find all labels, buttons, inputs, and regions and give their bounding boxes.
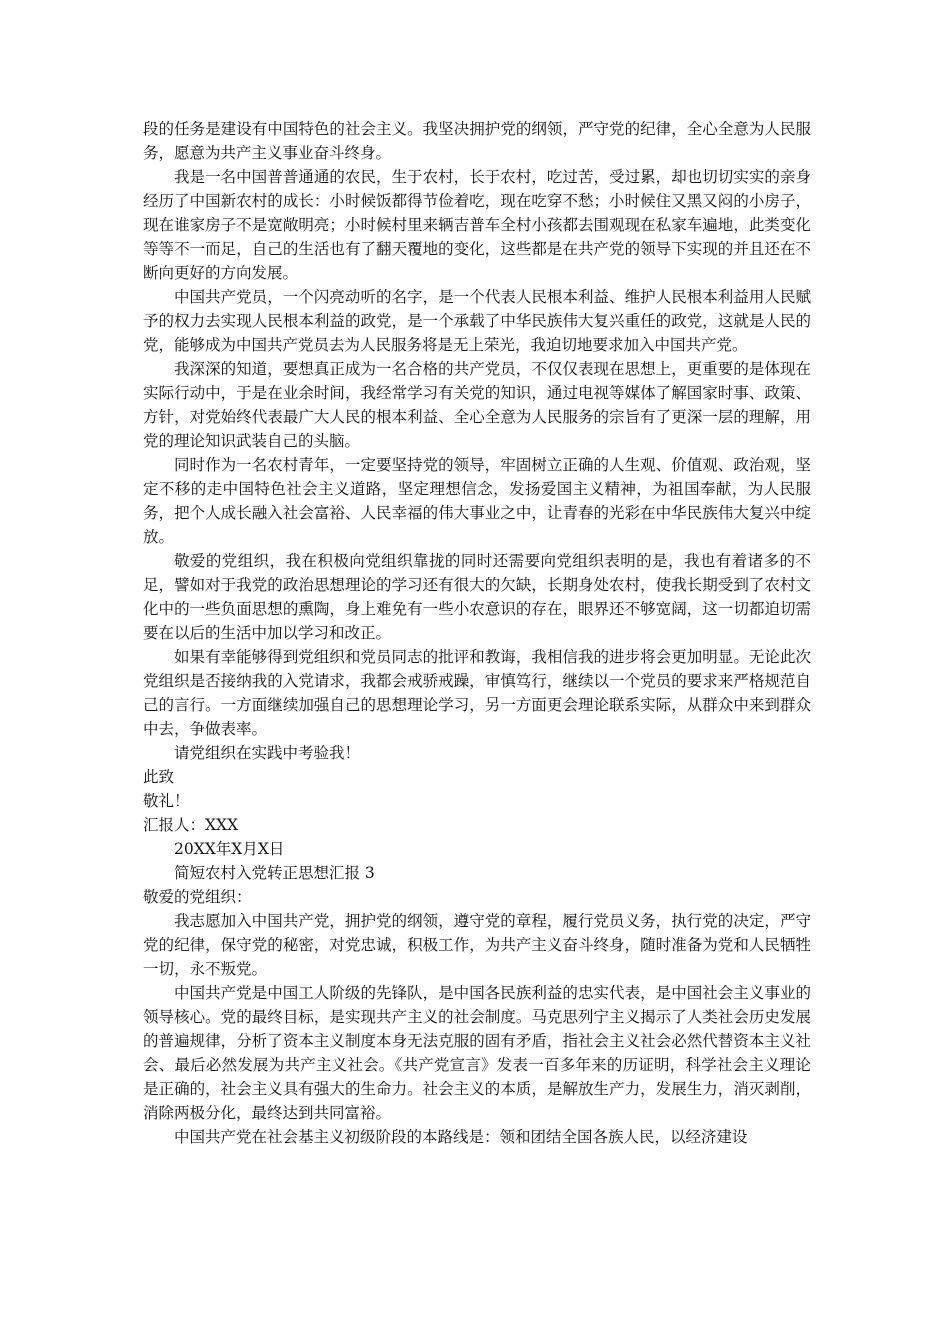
date-line: 20XX年X月X日 bbox=[174, 840, 285, 858]
paragraph-9: 我志愿加入中国共产党，拥护党的纲领，遵守党的章程，履行党员义务，执行党的决定，严守党的纪律，保守党的秘密，对党忠诚，积极工作，为共产主义奋斗终身，随时准备为党和人民牺牲一切，永不叛党。 bbox=[143, 912, 811, 978]
paragraph-8: 请党组织在实践中考验我！ bbox=[174, 744, 361, 762]
paragraph-6: 敬爱的党组织，我在积极向党组织靠拢的同时还需要向党组织表明的是，我也有着诸多的不足，譬如对于我党的政治思想理论的学习还有很大的欠缺，长期身处农村，使我长期受到了农村文化中的一些负面思想的熏陶，身上难免有一些小农意识的存在，眼界还不够宽阔，这一切都迫切需要在以后的生活中加以学习和改正。 bbox=[143, 552, 811, 642]
paragraph-1: 段的任务是建设有中国特色的社会主义。我坚决拥护党的纲领，严守党的纪律，全心全意为人民服务，愿意为共产主义事业奋斗终身。 bbox=[143, 120, 811, 162]
closing-regards: 敬礼！ bbox=[143, 792, 190, 810]
paragraph-4: 我深深的知道，要想真正成为一名合格的共产党员，不仅仅表现在思想上，更重要的是体现在实际行动中，于是在业余时间，我经常学习有关党的知识，通过电视等媒体了解国家时事、政策、方针，对党始终代表最广大人民的根本利益、全心全意为人民服务的宗旨有了更深一层的理解，用党的理论知识武装自己的头脑。 bbox=[143, 360, 811, 450]
paragraph-2: 我是一名中国普普通通的农民，生于农村，长于农村，吃过苦，受过累，却也切切实实的亲身经历了中国新农村的成长：小时候饭都得节俭着吃，现在吃穿不愁；小时候住又黑又闷的小房子，现在谁家房子不是宽敞明亮；小时候村里来辆吉普车全村小孩都去围观现在私家车遍地，此类变化等等不一而足，自己的生活也有了翻天覆地的变化，这些都是在共产党的领导下实现的并且还在不断向更好的方向发展。 bbox=[143, 168, 811, 282]
document-page bbox=[143, 117, 811, 1149]
closing-salutation: 此致 bbox=[143, 768, 175, 786]
paragraph-5: 同时作为一名农村青年，一定要坚持党的领导，牢固树立正确的人生观、价值观、政治观，坚定不移的走中国特色社会主义道路，坚定理想信念，发扬爱国主义精神，为祖国奉献，为人民服务，把个人成长融入社会富裕、人民幸福的伟大事业之中，让青春的光彩在中华民族伟大复兴中绽放。 bbox=[143, 456, 811, 546]
section-title: 简短农村入党转正思想汇报 3 bbox=[174, 864, 375, 882]
paragraph-11: 中国共产党在社会基主义初级阶段的本路线是：领和团结全国各族人民，以经济建设 bbox=[174, 1128, 748, 1146]
reporter-line: 汇报人：XXX bbox=[143, 816, 239, 834]
paragraph-7: 如果有幸能够得到党组织和党员同志的批评和教诲，我相信我的进步将会更加明显。无论此次党组织是否接纳我的入党请求，我都会戒骄戒躁，审慎笃行，继续以一个党员的要求来严格规范自己的言行。一方面继续加强自己的思想理论学习，另一方面更会理论联系实际，从群众中来到群众中去，争做表率。 bbox=[143, 648, 811, 738]
greeting-line: 敬爱的党组织： bbox=[143, 888, 252, 906]
paragraph-10: 中国共产党是中国工人阶级的先锋队，是中国各民族利益的忠实代表，是中国社会主义事业的领导核心。党的最终目标，是实现共产主义的社会制度。马克思列宁主义揭示了人类社会历史发展的普遍规律，分析了资本主义制度本身无法克服的固有矛盾，指社会主义社会必然代替资本主义社会、最后必然发展为共产主义社会。《共产党宣言》发表一百多年来的历证明，科学社会主义理论是正确的，社会主义具有强大的生命力。社会主义的本质，是解放生产力，发展生力，消灭剥削，消除两极分化，最终达到共同富裕。 bbox=[143, 984, 811, 1122]
paragraph-3: 中国共产党员，一个闪亮动听的名字，是一个代表人民根本利益、维护人民根本利益用人民赋予的权力去实现人民根本利益的政党，是一个承载了中华民族伟大复兴重任的政党，这就是人民的党，能够成为中国共产党员去为人民服务将是无上荣光，我迫切地要求加入中国共产党。 bbox=[143, 288, 811, 354]
